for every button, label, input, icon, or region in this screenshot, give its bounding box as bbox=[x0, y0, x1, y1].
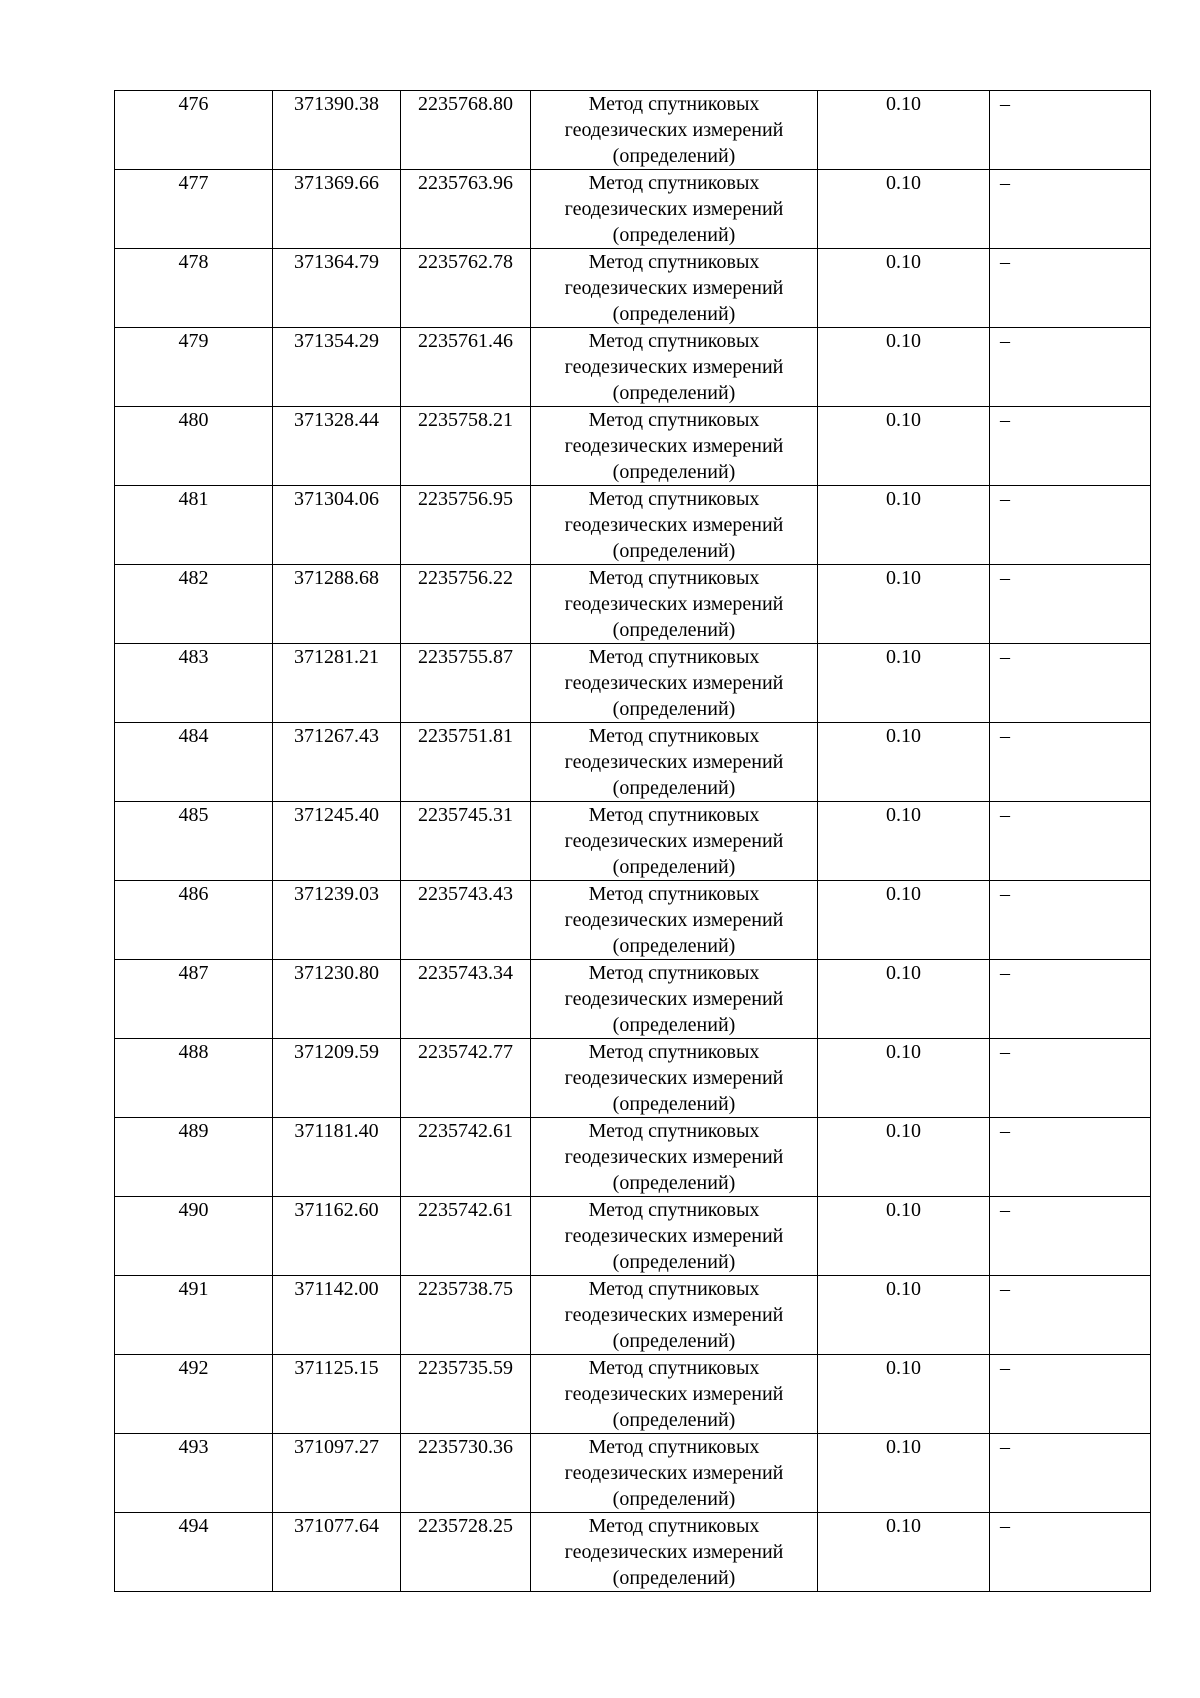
method-cell bbox=[531, 249, 818, 328]
method-text-line: (определений) bbox=[612, 382, 736, 404]
accuracy-cell: 0.10 bbox=[818, 881, 990, 960]
method-cell bbox=[531, 91, 818, 170]
method-text-line: геодезических измерений bbox=[564, 1304, 784, 1326]
accuracy-cell: 0.10 bbox=[818, 644, 990, 723]
point-number-cell: 484 bbox=[115, 723, 273, 802]
method-text-line: геодезических измерений bbox=[564, 1067, 784, 1089]
note-cell: – bbox=[990, 486, 1151, 565]
method-text-line: (определений) bbox=[612, 619, 736, 641]
accuracy-cell: 0.10 bbox=[818, 802, 990, 881]
point-number-cell: 485 bbox=[115, 802, 273, 881]
y-coordinate-cell: 2235761.46 bbox=[401, 328, 531, 407]
point-number-cell: 478 bbox=[115, 249, 273, 328]
x-coordinate-cell: 371304.06 bbox=[273, 486, 401, 565]
point-number-cell: 490 bbox=[115, 1197, 273, 1276]
note-cell: – bbox=[990, 1513, 1151, 1592]
accuracy-cell: 0.10 bbox=[818, 486, 990, 565]
accuracy-cell: 0.10 bbox=[818, 170, 990, 249]
method-cell bbox=[531, 1197, 818, 1276]
y-coordinate-cell: 2235751.81 bbox=[401, 723, 531, 802]
accuracy-cell: 0.10 bbox=[818, 1197, 990, 1276]
table-row bbox=[115, 407, 1151, 486]
table-row bbox=[115, 1513, 1151, 1592]
method-text-line: (определений) bbox=[612, 856, 736, 878]
method-text-line: Метод спутниковых bbox=[588, 804, 760, 826]
note-cell: – bbox=[990, 328, 1151, 407]
x-coordinate-cell: 371239.03 bbox=[273, 881, 401, 960]
method-cell bbox=[531, 565, 818, 644]
y-coordinate-cell: 2235738.75 bbox=[401, 1276, 531, 1355]
accuracy-cell: 0.10 bbox=[818, 91, 990, 170]
x-coordinate-cell: 371181.40 bbox=[273, 1118, 401, 1197]
note-cell: – bbox=[990, 644, 1151, 723]
method-text-line: геодезических измерений bbox=[564, 198, 784, 220]
point-number-cell: 488 bbox=[115, 1039, 273, 1118]
accuracy-cell: 0.10 bbox=[818, 1434, 990, 1513]
method-text-line: геодезических измерений bbox=[564, 514, 784, 536]
method-text-line: Метод спутниковых bbox=[588, 1041, 760, 1063]
method-text-line: геодезических измерений bbox=[564, 672, 784, 694]
y-coordinate-cell: 2235742.61 bbox=[401, 1118, 531, 1197]
x-coordinate-cell: 371364.79 bbox=[273, 249, 401, 328]
table-row bbox=[115, 1118, 1151, 1197]
point-number-cell: 476 bbox=[115, 91, 273, 170]
accuracy-cell: 0.10 bbox=[818, 1513, 990, 1592]
method-text-line: геодезических измерений bbox=[564, 1383, 784, 1405]
note-cell: – bbox=[990, 1197, 1151, 1276]
y-coordinate-cell: 2235768.80 bbox=[401, 91, 531, 170]
method-text-line: Метод спутниковых bbox=[588, 1515, 760, 1537]
x-coordinate-cell: 371077.64 bbox=[273, 1513, 401, 1592]
method-text-line: (определений) bbox=[612, 1014, 736, 1036]
x-coordinate-cell: 371125.15 bbox=[273, 1355, 401, 1434]
method-cell bbox=[531, 881, 818, 960]
method-cell bbox=[531, 960, 818, 1039]
y-coordinate-cell: 2235758.21 bbox=[401, 407, 531, 486]
method-text-line: Метод спутниковых bbox=[588, 1120, 760, 1142]
table-row bbox=[115, 723, 1151, 802]
note-cell: – bbox=[990, 407, 1151, 486]
method-text-line: (определений) bbox=[612, 145, 736, 167]
y-coordinate-cell: 2235730.36 bbox=[401, 1434, 531, 1513]
method-text-line: Метод спутниковых bbox=[588, 1357, 760, 1379]
method-text-line: Метод спутниковых bbox=[588, 409, 760, 431]
x-coordinate-cell: 371230.80 bbox=[273, 960, 401, 1039]
method-cell bbox=[531, 802, 818, 881]
x-coordinate-cell: 371281.21 bbox=[273, 644, 401, 723]
method-text-line: (определений) bbox=[612, 1093, 736, 1115]
method-text-line: геодезических измерений bbox=[564, 1462, 784, 1484]
method-text-line: Метод спутниковых bbox=[588, 883, 760, 905]
x-coordinate-cell: 371245.40 bbox=[273, 802, 401, 881]
table-row bbox=[115, 960, 1151, 1039]
note-cell: – bbox=[990, 1355, 1151, 1434]
accuracy-cell: 0.10 bbox=[818, 960, 990, 1039]
point-number-cell: 489 bbox=[115, 1118, 273, 1197]
point-number-cell: 491 bbox=[115, 1276, 273, 1355]
table-row bbox=[115, 881, 1151, 960]
table-row bbox=[115, 170, 1151, 249]
note-cell: – bbox=[990, 249, 1151, 328]
note-cell: – bbox=[990, 960, 1151, 1039]
note-cell: – bbox=[990, 1276, 1151, 1355]
method-text-line: Метод спутниковых bbox=[588, 488, 760, 510]
y-coordinate-cell: 2235735.59 bbox=[401, 1355, 531, 1434]
method-text-line: (определений) bbox=[612, 1488, 736, 1510]
method-text-line: геодезических измерений bbox=[564, 435, 784, 457]
method-text-line: (определений) bbox=[612, 1409, 736, 1431]
method-cell bbox=[531, 1118, 818, 1197]
point-number-cell: 486 bbox=[115, 881, 273, 960]
x-coordinate-cell: 371142.00 bbox=[273, 1276, 401, 1355]
method-text-line: (определений) bbox=[612, 1567, 736, 1589]
method-text-line: (определений) bbox=[612, 698, 736, 720]
x-coordinate-cell: 371097.27 bbox=[273, 1434, 401, 1513]
table-row bbox=[115, 486, 1151, 565]
table-row bbox=[115, 1197, 1151, 1276]
y-coordinate-cell: 2235756.22 bbox=[401, 565, 531, 644]
method-text-line: (определений) bbox=[612, 540, 736, 562]
point-number-cell: 492 bbox=[115, 1355, 273, 1434]
method-text-line: (определений) bbox=[612, 1330, 736, 1352]
note-cell: – bbox=[990, 1039, 1151, 1118]
table-row bbox=[115, 1434, 1151, 1513]
method-cell bbox=[531, 1276, 818, 1355]
method-cell bbox=[531, 723, 818, 802]
accuracy-cell: 0.10 bbox=[818, 1355, 990, 1434]
table-row bbox=[115, 1039, 1151, 1118]
note-cell: – bbox=[990, 170, 1151, 249]
method-text-line: геодезических измерений bbox=[564, 119, 784, 141]
accuracy-cell: 0.10 bbox=[818, 1039, 990, 1118]
point-number-cell: 481 bbox=[115, 486, 273, 565]
x-coordinate-cell: 371209.59 bbox=[273, 1039, 401, 1118]
point-number-cell: 477 bbox=[115, 170, 273, 249]
method-text-line: Метод спутниковых bbox=[588, 93, 760, 115]
table-row bbox=[115, 1355, 1151, 1434]
y-coordinate-cell: 2235755.87 bbox=[401, 644, 531, 723]
table-row bbox=[115, 644, 1151, 723]
coordinates-table bbox=[114, 90, 1151, 1592]
point-number-cell: 480 bbox=[115, 407, 273, 486]
method-cell bbox=[531, 407, 818, 486]
note-cell: – bbox=[990, 1434, 1151, 1513]
method-text-line: геодезических измерений bbox=[564, 356, 784, 378]
note-cell: – bbox=[990, 723, 1151, 802]
method-text-line: (определений) bbox=[612, 1251, 736, 1273]
table-row bbox=[115, 91, 1151, 170]
method-cell bbox=[531, 1434, 818, 1513]
note-cell: – bbox=[990, 565, 1151, 644]
method-text-line: Метод спутниковых bbox=[588, 1278, 760, 1300]
x-coordinate-cell: 371267.43 bbox=[273, 723, 401, 802]
method-text-line: Метод спутниковых bbox=[588, 251, 760, 273]
y-coordinate-cell: 2235756.95 bbox=[401, 486, 531, 565]
method-text-line: (определений) bbox=[612, 1172, 736, 1194]
note-cell: – bbox=[990, 1118, 1151, 1197]
method-text-line: геодезических измерений bbox=[564, 1541, 784, 1563]
method-text-line: геодезических измерений bbox=[564, 909, 784, 931]
method-text-line: геодезических измерений bbox=[564, 830, 784, 852]
y-coordinate-cell: 2235745.31 bbox=[401, 802, 531, 881]
accuracy-cell: 0.10 bbox=[818, 328, 990, 407]
accuracy-cell: 0.10 bbox=[818, 723, 990, 802]
method-text-line: Метод спутниковых bbox=[588, 962, 760, 984]
method-text-line: Метод спутниковых bbox=[588, 1199, 760, 1221]
table-row bbox=[115, 802, 1151, 881]
accuracy-cell: 0.10 bbox=[818, 1276, 990, 1355]
method-text-line: геодезических измерений bbox=[564, 988, 784, 1010]
point-number-cell: 494 bbox=[115, 1513, 273, 1592]
y-coordinate-cell: 2235728.25 bbox=[401, 1513, 531, 1592]
method-text-line: (определений) bbox=[612, 777, 736, 799]
method-text-line: Метод спутниковых bbox=[588, 567, 760, 589]
method-text-line: Метод спутниковых bbox=[588, 172, 760, 194]
method-text-line: (определений) bbox=[612, 303, 736, 325]
y-coordinate-cell: 2235742.61 bbox=[401, 1197, 531, 1276]
point-number-cell: 483 bbox=[115, 644, 273, 723]
point-number-cell: 493 bbox=[115, 1434, 273, 1513]
method-cell bbox=[531, 1513, 818, 1592]
table-row bbox=[115, 1276, 1151, 1355]
method-text-line: (определений) bbox=[612, 935, 736, 957]
x-coordinate-cell: 371354.29 bbox=[273, 328, 401, 407]
x-coordinate-cell: 371162.60 bbox=[273, 1197, 401, 1276]
table-row bbox=[115, 565, 1151, 644]
note-cell: – bbox=[990, 802, 1151, 881]
note-cell: – bbox=[990, 91, 1151, 170]
point-number-cell: 479 bbox=[115, 328, 273, 407]
y-coordinate-cell: 2235763.96 bbox=[401, 170, 531, 249]
table-row bbox=[115, 249, 1151, 328]
point-number-cell: 482 bbox=[115, 565, 273, 644]
method-cell bbox=[531, 170, 818, 249]
method-cell bbox=[531, 644, 818, 723]
y-coordinate-cell: 2235743.43 bbox=[401, 881, 531, 960]
method-text-line: геодезических измерений bbox=[564, 1146, 784, 1168]
y-coordinate-cell: 2235743.34 bbox=[401, 960, 531, 1039]
method-text-line: Метод спутниковых bbox=[588, 330, 760, 352]
y-coordinate-cell: 2235762.78 bbox=[401, 249, 531, 328]
method-text-line: (определений) bbox=[612, 224, 736, 246]
method-text-line: (определений) bbox=[612, 461, 736, 483]
accuracy-cell: 0.10 bbox=[818, 249, 990, 328]
x-coordinate-cell: 371369.66 bbox=[273, 170, 401, 249]
method-text-line: геодезических измерений bbox=[564, 277, 784, 299]
note-cell: – bbox=[990, 881, 1151, 960]
method-cell bbox=[531, 1355, 818, 1434]
point-number-cell: 487 bbox=[115, 960, 273, 1039]
method-cell bbox=[531, 1039, 818, 1118]
x-coordinate-cell: 371328.44 bbox=[273, 407, 401, 486]
method-text-line: Метод спутниковых bbox=[588, 646, 760, 668]
accuracy-cell: 0.10 bbox=[818, 407, 990, 486]
table-row bbox=[115, 328, 1151, 407]
method-cell bbox=[531, 328, 818, 407]
method-text-line: геодезических измерений bbox=[564, 751, 784, 773]
method-text-line: Метод спутниковых bbox=[588, 1436, 760, 1458]
method-text-line: геодезических измерений bbox=[564, 593, 784, 615]
accuracy-cell: 0.10 bbox=[818, 565, 990, 644]
accuracy-cell: 0.10 bbox=[818, 1118, 990, 1197]
coordinates-table-body bbox=[115, 91, 1151, 1592]
method-cell bbox=[531, 486, 818, 565]
method-text-line: Метод спутниковых bbox=[588, 725, 760, 747]
x-coordinate-cell: 371288.68 bbox=[273, 565, 401, 644]
method-text-line: геодезических измерений bbox=[564, 1225, 784, 1247]
y-coordinate-cell: 2235742.77 bbox=[401, 1039, 531, 1118]
x-coordinate-cell: 371390.38 bbox=[273, 91, 401, 170]
